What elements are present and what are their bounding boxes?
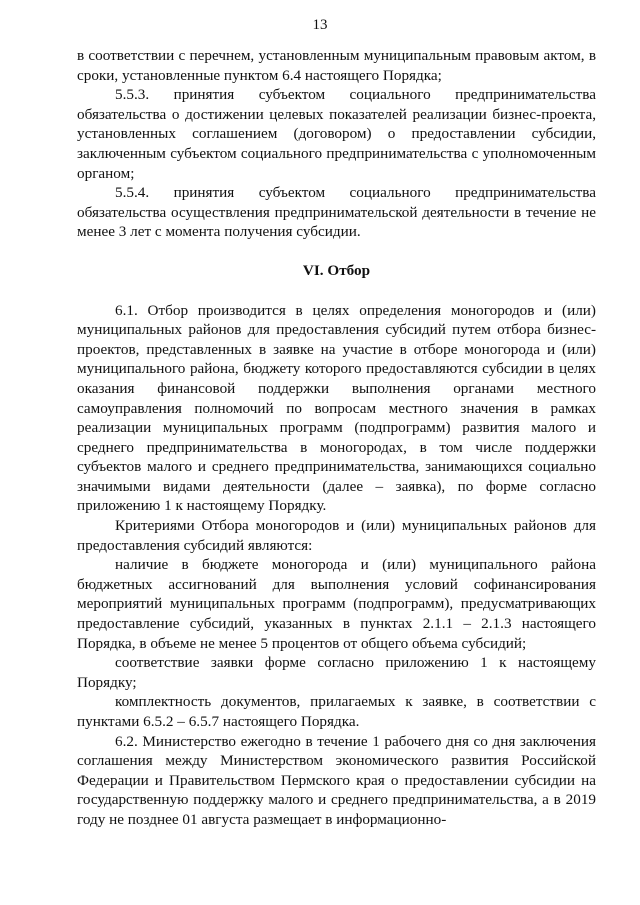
paragraph-criterion-budget: наличие в бюджете моногорода и (или) муниципального района бюджетных ассигнований для выполнения условий софинансирования мероприятий муниципальных программ (подпрограмм), предусматривающих предоставление субсидий, указанных в пунктах 2.1.1 – 2.1.3 настоящего Порядка, в объеме не менее 5 процентов от общего объема субсидий; (77, 556, 596, 652)
section-heading-vi: VI. Отбор (302, 261, 371, 279)
paragraph-criterion-documents: комплектность документов, прилагаемых к заявке, в соответствии с пунктами 6.5.2 – 6.5.7 настоящего Порядка. (77, 693, 596, 730)
paragraph-continuation: в соответствии с перечнем, установленным муниципальным правовым актом, в сроки, установленные пунктом 6.4 настоящего Порядка; (77, 47, 596, 84)
document-body (77, 46, 596, 830)
paragraph-6-1: 6.1. Отбор производится в целях определения моногородов и (или) муниципальных районов для предоставления субсидий путем отбора бизнес-проектов, представленных в заявке на участие в отборе моногорода и (или) муниципального района, бюджету которого предоставляются субсидии в целях оказания финансовой поддержки выполнения органами местного самоуправления полномочий по вопросам местного значения в рамках реализации муниципальных программ (подпрограмм) развития малого и среднего предпринимательства в моногородах, в том числе поддержки субъектов малого и среднего предпринимательства, занимающихся социально значимыми видами деятельности (далее – заявка), по форме согласно приложению 1 к настоящему Порядку. (77, 301, 596, 515)
paragraph-5-5-3: 5.5.3. принятия субъектом социального предпринимательства обязательства о достижении целевых показателей реализации бизнес-проекта, установленных соглашением (договором) о предоставлении субсидии, заключенным субъектом социального предпринимательства с уполномоченным органом; (77, 86, 596, 182)
paragraph-5-5-4: 5.5.4. принятия субъектом социального предпринимательства обязательства осуществления предпринимательской деятельности в течение не менее 3 лет с момента получения субсидии. (77, 184, 596, 241)
paragraph-criterion-form: соответствие заявки форме согласно приложению 1 к настоящему Порядку; (77, 654, 596, 691)
paragraph-criteria-intro: Критериями Отбора моногородов и (или) муниципальных районов для предоставления субсидий являются: (77, 517, 596, 554)
paragraph-6-2: 6.2. Министерство ежегодно в течение 1 рабочего дня со дня заключения соглашения между Министерством экономического развития Российской Федерации и Правительством Пермского края о предоставлении субсидии на государственную поддержку малого и среднего предпринимательства, а в 2019 году не позднее 01 августа размещает в информационно- (77, 732, 596, 828)
page-number: 13 (312, 17, 328, 33)
